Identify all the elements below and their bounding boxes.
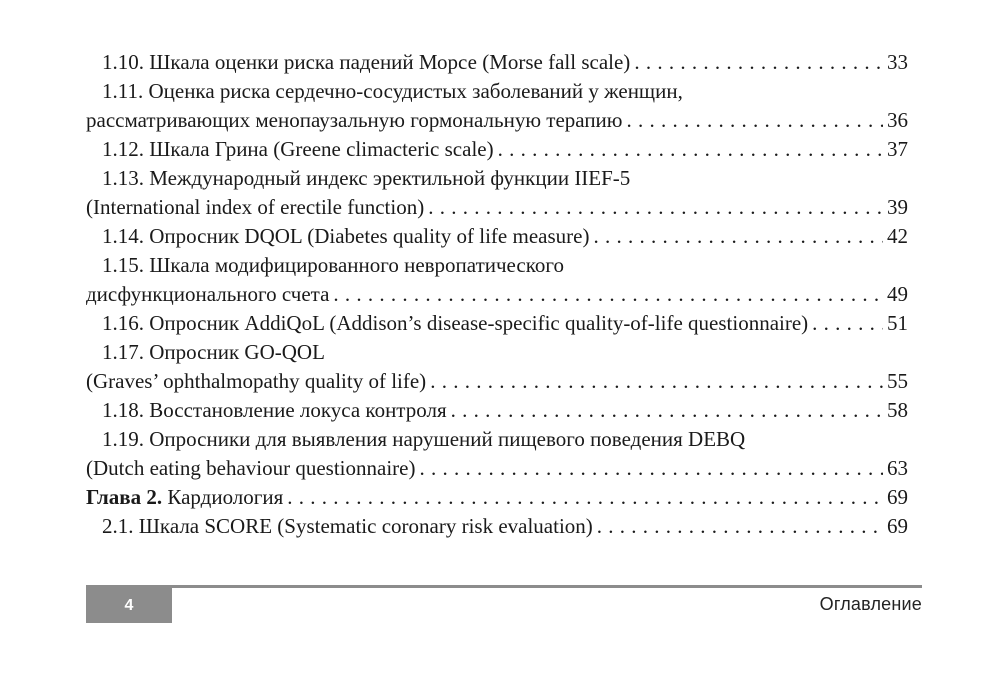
toc-page-number: 42 [887, 224, 908, 248]
toc-entry-title: 2.1. Шкала SCORE (Systematic coronary risk evaluation) [102, 514, 593, 538]
toc-page-number: 37 [887, 137, 908, 161]
toc-page-number: 39 [887, 195, 908, 219]
toc-entry-title-cont: (Dutch eating behaviour questionnaire) [86, 456, 416, 480]
toc-page-number: 51 [887, 311, 908, 335]
footer-rule [86, 585, 922, 588]
toc-entry-title: 1.14. Опросник DQOL (Diabetes quality of life measure) [102, 224, 590, 248]
toc-page-number: 33 [887, 50, 908, 74]
toc-entry-1-16[interactable] [86, 309, 908, 338]
toc-entry-title: 1.17. Опросник GO-QOL [102, 340, 325, 364]
dot-leader [626, 106, 883, 135]
dot-leader [634, 48, 883, 77]
toc-entry-title: 1.19. Опросники для выявления нарушений пищевого поведения DEBQ [102, 427, 746, 451]
toc-page-number: 69 [887, 485, 908, 509]
dot-leader [498, 135, 883, 164]
toc-entry-1-14[interactable] [86, 222, 908, 251]
toc-entry-title-cont: (International index of erectile function) [86, 195, 425, 219]
toc-entry-title-cont: дисфункционального счета [86, 282, 330, 306]
dot-leader [333, 280, 883, 309]
toc-entry-1-11[interactable] [86, 77, 908, 135]
toc-page-number: 58 [887, 398, 908, 422]
toc-entry-title-cont: (Graves’ ophthalmopathy quality of life) [86, 369, 427, 393]
page-number-box [86, 588, 172, 623]
toc-entry-title: 1.12. Шкала Грина (Greene climacteric scale) [102, 137, 494, 161]
toc-entry-2-1[interactable] [86, 512, 908, 541]
chapter-title: Кардиология [167, 485, 284, 509]
running-footer-title: Оглавление [819, 594, 922, 614]
dot-leader [597, 512, 883, 541]
toc-page-number: 55 [887, 369, 908, 393]
dot-leader [430, 367, 883, 396]
toc-entry-title: 1.11. Оценка риска сердечно-сосудистых заболеваний у женщин, [102, 79, 683, 103]
dot-leader [812, 309, 883, 338]
toc-entry-1-18[interactable] [86, 396, 908, 425]
toc-entry-1-12[interactable] [86, 135, 908, 164]
toc-entry-title-cont: рассматривающих менопаузальную гормональную терапию [86, 108, 623, 132]
toc-page-number: 49 [887, 282, 908, 306]
toc-entry-1-17[interactable] [86, 338, 908, 396]
toc-entry-title: 1.13. Международный индекс эректильной функции IIEF-5 [102, 166, 631, 190]
dot-leader [287, 483, 883, 512]
toc-chapter-2[interactable] [86, 483, 908, 512]
dot-leader [451, 396, 883, 425]
table-of-contents [86, 48, 908, 541]
dot-leader [428, 193, 883, 222]
chapter-label: Глава 2. [86, 485, 163, 509]
toc-page-number: 69 [887, 514, 908, 538]
toc-chapter-heading [86, 483, 283, 512]
toc-entry-title: 1.16. Опросник AddiQoL (Addison’s disease-specific quality-of-life questionnaire) [102, 311, 809, 335]
toc-entry-1-19[interactable] [86, 425, 908, 483]
toc-entry-1-13[interactable] [86, 164, 908, 222]
page-number: 4 [124, 596, 134, 614]
toc-entry-title: 1.10. Шкала оценки риска падений Морсе (Morse fall scale) [102, 50, 631, 74]
toc-page-number: 36 [887, 108, 908, 132]
dot-leader [593, 222, 883, 251]
toc-page-number: 63 [887, 456, 908, 480]
toc-entry-title: 1.15. Шкала модифицированного невропатического [102, 253, 564, 277]
toc-entry-1-15[interactable] [86, 251, 908, 309]
toc-entry-title: 1.18. Восстановление локуса контроля [102, 398, 447, 422]
toc-entry-1-10[interactable] [86, 48, 908, 77]
dot-leader [419, 454, 883, 483]
